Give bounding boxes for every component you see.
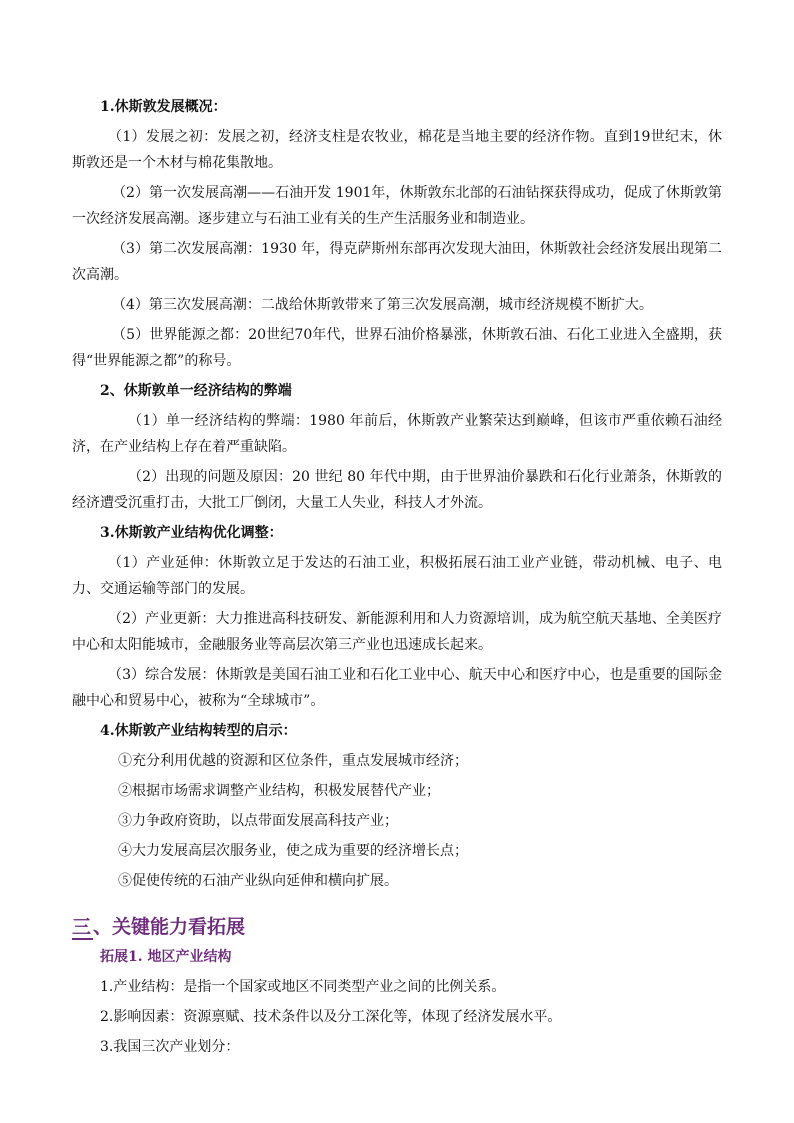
section-title: [72, 912, 722, 942]
paragraph-1: （1）发展之初：发展之初，经济支柱是农牧业，棉花是当地主要的经济作物。直到19世纪末，休斯敦还是一个木材与棉花集散地。: [72, 129, 722, 171]
section-title-text: 、关键能力看拓展: [93, 916, 246, 938]
list-item: ⑤促使传统的石油产业纵向延伸和横向扩展。: [118, 873, 398, 889]
paragraph-8: （1）产业延伸：休斯敦立足于发达的石油工业，积极拓展石油工业产业链，带动机械、电子、电力、交通运输等部门的发展。: [72, 555, 722, 597]
list-item: ②根据市场需求调整产业结构，积极发展替代产业；: [118, 783, 440, 799]
paragraph-2: （2）第一次发展高潮——石油开发 1901年，休斯敦东北部的石油钻探获得成功，促成了休斯敦第一次经济发展高潮。逐步建立与石油工业有关的生产生活服务业和制造业。: [72, 185, 722, 227]
paragraph-11: 1.产业结构：是指一个国家或地区不同类型产业之间的比例关系。: [100, 979, 506, 995]
paragraph-3: （3）第二次发展高潮：1930 年，得克萨斯州东部再次发现大油田，休斯敦社会经济发展出现第二次高潮。: [72, 241, 722, 283]
heading-1: 1.休斯敦发展概况：: [100, 99, 227, 115]
paragraph-12: 2.影响因素：资源禀赋、技术条件以及分工深化等，体现了经济发展水平。: [100, 1009, 562, 1025]
paragraph-5: （5）世界能源之都：20世纪70年代，世界石油价格暴涨，休斯敦石油、石化工业进入全盛期，获得“世界能源之都”的称号。: [72, 327, 722, 369]
paragraph-9: （2）产业更新：大力推进高科技研发、新能源利用和人力资源培训，成为航空航天基地、全美医疗中心和太阳能城市，金融服务业等高层次第三产业也迅速成长起来。: [72, 611, 722, 653]
list-item: ④大力发展高层次服务业，使之成为重要的经济增长点；: [118, 843, 468, 859]
paragraph-13: 3.我国三次产业划分：: [100, 1039, 240, 1055]
heading-3: 3.休斯敦产业结构优化调整：: [100, 525, 283, 541]
heading-4: 4.休斯敦产业结构转型的启示：: [100, 723, 297, 739]
paragraph-6: （1）单一经济结构的弊端：1980 年前后，休斯敦产业繁荣达到巅峰，但该市严重依赖石油经济，在产业结构上存在着严重缺陷。: [72, 413, 722, 455]
section-number: 三: [72, 916, 92, 938]
list-item: ③力争政府资助，以点带面发展高科技产业；: [118, 813, 398, 829]
heading-2: 2、休斯敦单一经济结构的弊端: [100, 383, 292, 399]
paragraph-4: （4）第三次发展高潮：二战给休斯敦带来了第三次发展高潮，城市经济规模不断扩大。: [112, 297, 653, 313]
paragraph-10: （3）综合发展：休斯敦是美国石油工业和石化工业中心、航天中心和医疗中心，也是重要的国际金融中心和贸易中心，被称为“全球城市”。: [72, 667, 722, 709]
paragraph-7: （2）出现的问题及原因：20 世纪 80 年代中期，由于世界油价暴跌和石化行业萧条，休斯敦的经济遭受沉重打击，大批工厂倒闭，大量工人失业，科技人才外流。: [72, 469, 722, 511]
document-body: [72, 94, 722, 1060]
subsection-title: 拓展1. 地区产业结构: [100, 949, 232, 965]
list-item: ①充分利用优越的资源和区位条件，重点发展城市经济；: [118, 753, 468, 769]
